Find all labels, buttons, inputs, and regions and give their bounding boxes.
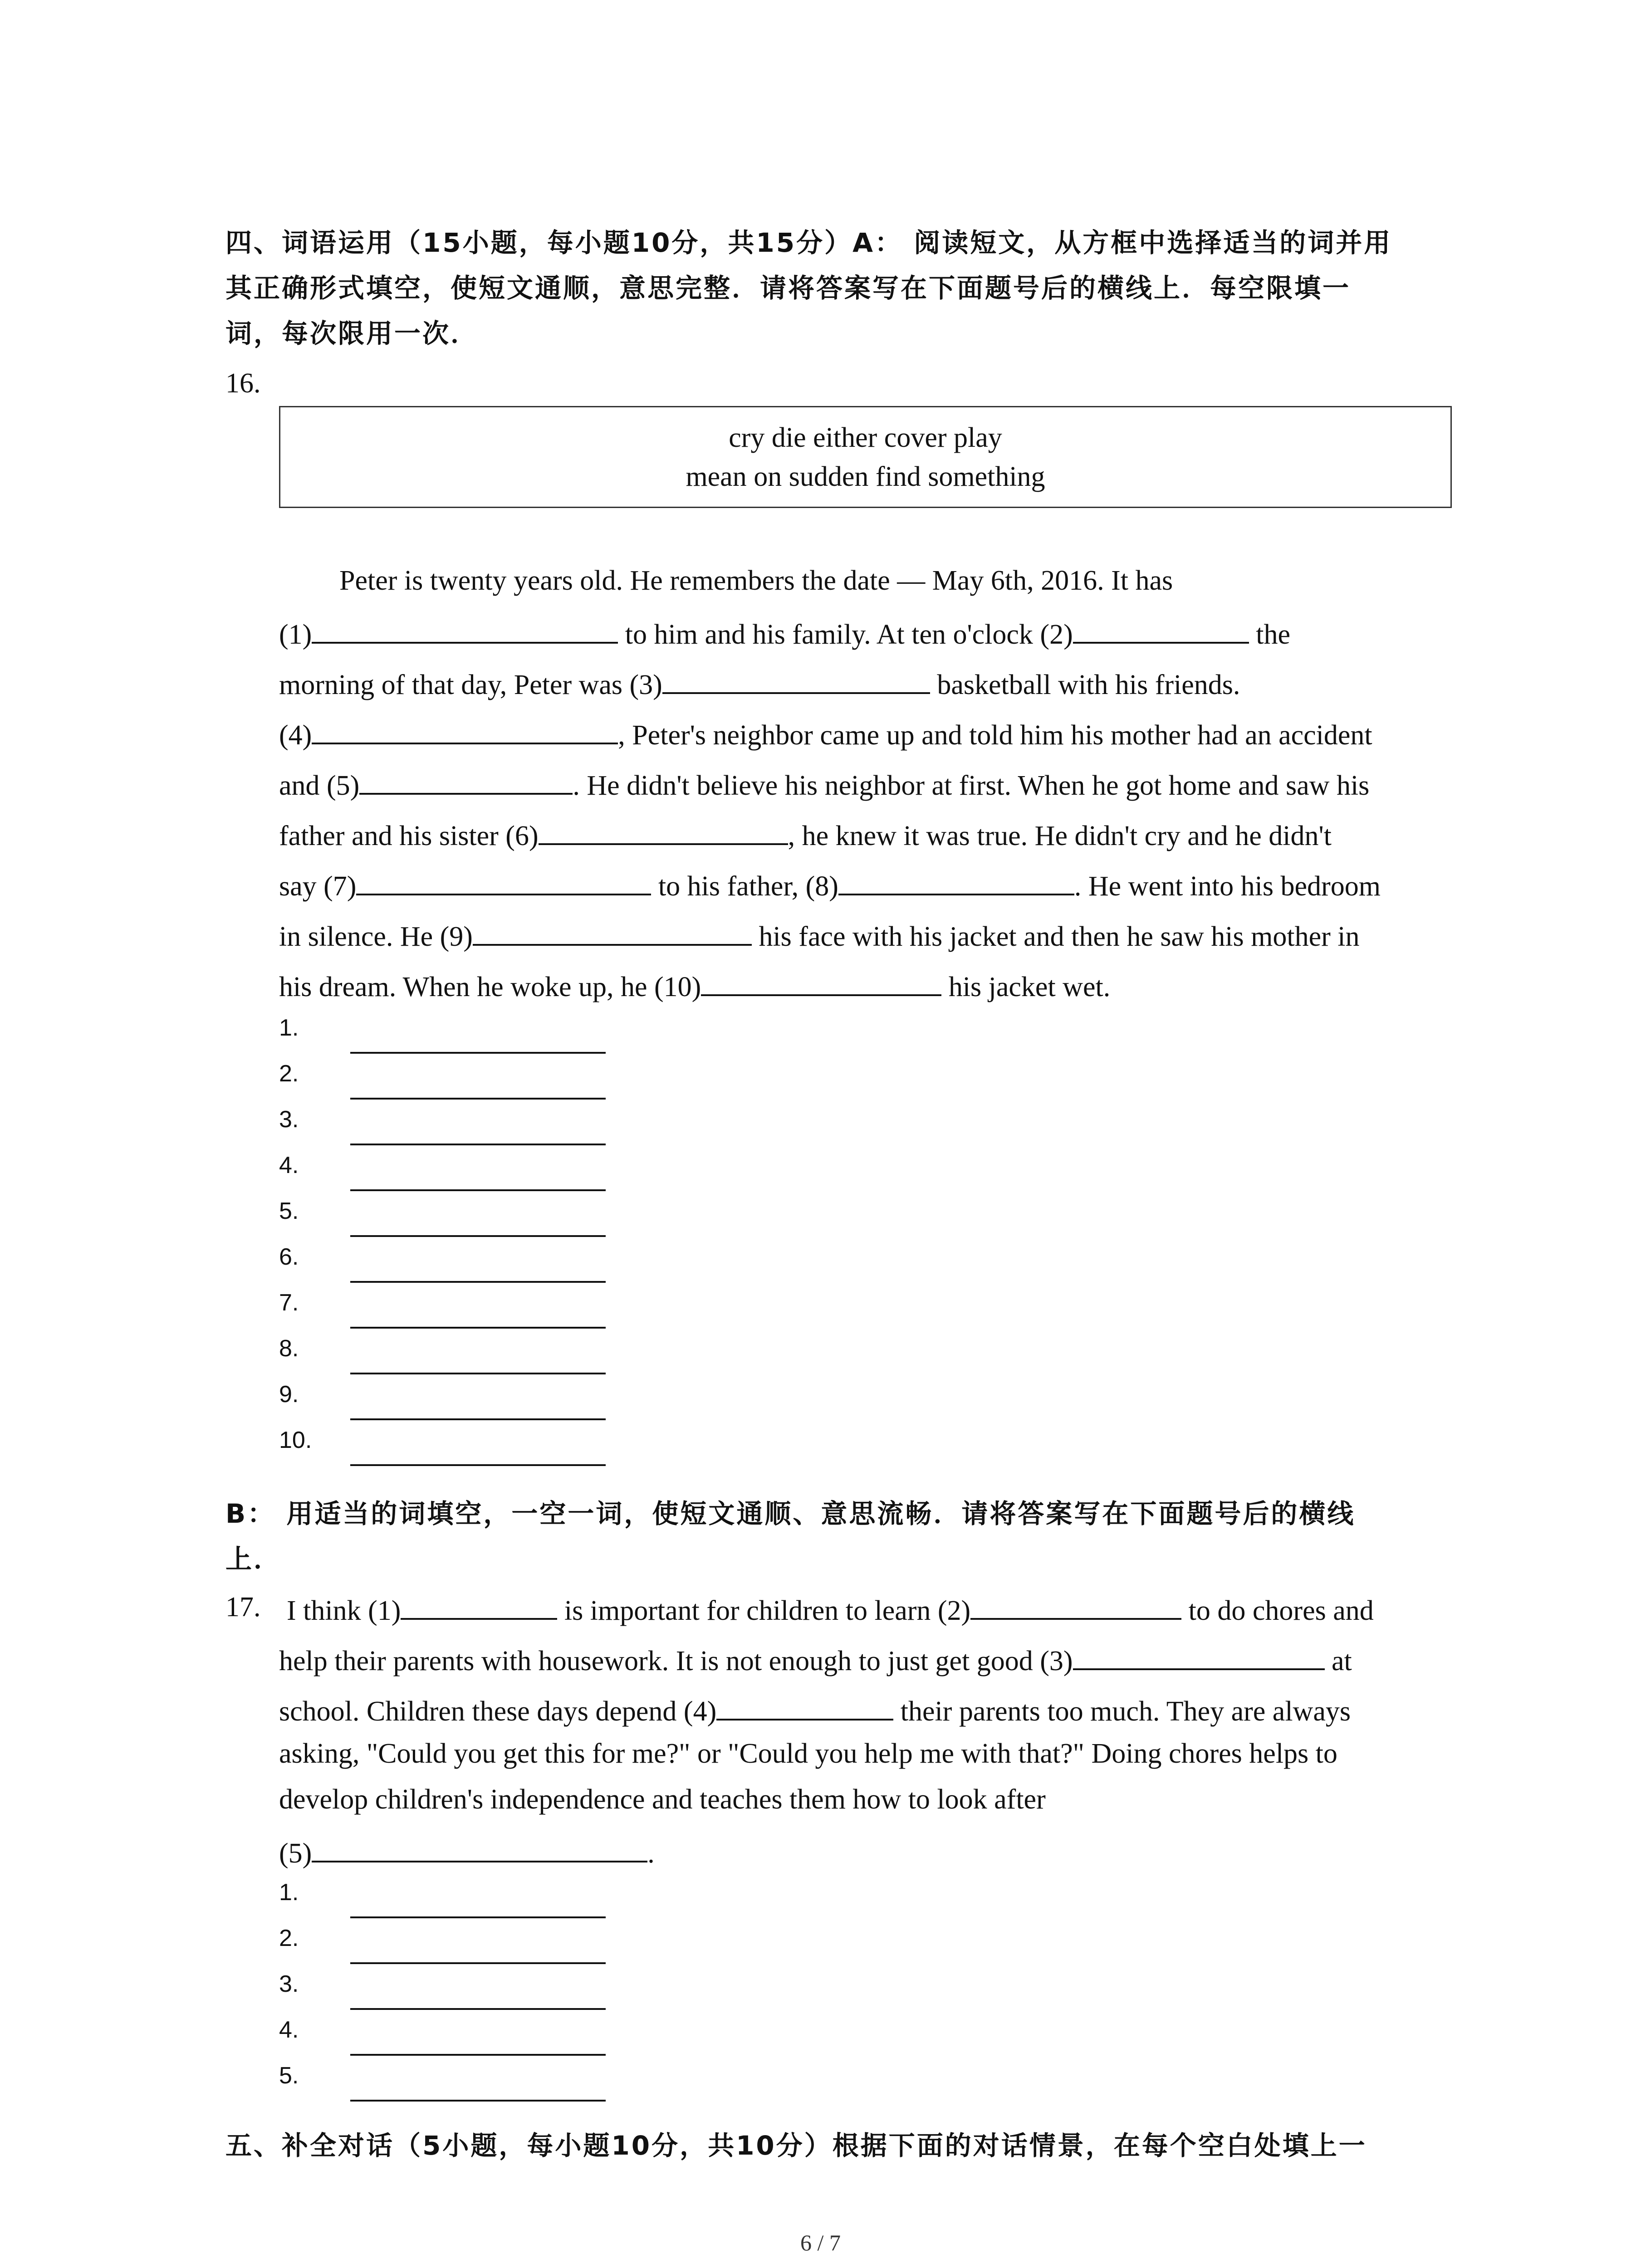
section-4-heading-line-2: 其正确形式填空，使短文通顺，意思完整．请将答案写在下面题号后的横线上．每空限填一 bbox=[225, 273, 1351, 303]
passage-text: (1) bbox=[279, 619, 312, 650]
blank-1[interactable] bbox=[401, 1591, 557, 1620]
answer-line[interactable] bbox=[350, 1916, 606, 1918]
passage-text: his dream. When he woke up, he (10) bbox=[279, 971, 701, 1002]
section-4-heading-line-1: 四、词语运用（15小题，每小题10分，共15分）A： 阅读短文，从方框中选择适当的词并用 bbox=[225, 227, 1392, 258]
blank-8[interactable] bbox=[838, 867, 1074, 895]
blank-5[interactable] bbox=[312, 1834, 647, 1862]
word-box-line-2: mean on sudden find something bbox=[686, 461, 1045, 492]
q17-passage-line-5: develop children's independence and teaches them how to look after bbox=[279, 1784, 1046, 1815]
answer-line[interactable] bbox=[350, 1464, 606, 1466]
passage-text: is important for children to learn (2) bbox=[557, 1595, 971, 1626]
passage-text: say (7) bbox=[279, 870, 357, 902]
blank-4[interactable] bbox=[716, 1692, 893, 1721]
passage-text: . He went into his bedroom bbox=[1074, 870, 1381, 902]
answer-line[interactable] bbox=[350, 1052, 606, 1054]
answer-line[interactable] bbox=[350, 1281, 606, 1283]
answer-line[interactable] bbox=[350, 1962, 606, 1964]
passage-text: to do chores and bbox=[1181, 1595, 1374, 1626]
q17-passage-line-1 bbox=[287, 1591, 1374, 1627]
passage-text: , Peter's neighbor came up and told him his mother had an accident bbox=[618, 719, 1372, 751]
passage-text: to him and his family. At ten o'clock (2) bbox=[618, 619, 1073, 650]
passage-text: help their parents with housework. It is not enough to just get good (3) bbox=[279, 1645, 1073, 1677]
passage-text: their parents too much. They are always bbox=[893, 1696, 1351, 1727]
section-b-heading-line-1: B： 用适当的词填空，一空一词，使短文通顺、意思流畅．请将答案写在下面题号后的横线 bbox=[225, 1498, 1356, 1529]
answer-line[interactable] bbox=[350, 1373, 606, 1374]
answer-line[interactable] bbox=[350, 1418, 606, 1420]
answer-line[interactable] bbox=[350, 1189, 606, 1191]
q16-passage-line-8 bbox=[279, 917, 1360, 953]
q16-passage-line-1 bbox=[339, 565, 1173, 597]
blank-2[interactable] bbox=[970, 1591, 1181, 1620]
blank-10[interactable] bbox=[701, 968, 941, 996]
word-box-line-1: cry die either cover play bbox=[729, 422, 1002, 453]
answer-number: 1. bbox=[279, 1015, 299, 1041]
answer-number: 6. bbox=[279, 1244, 299, 1270]
passage-text: (5) bbox=[279, 1838, 312, 1869]
word-box bbox=[279, 406, 1452, 508]
blank-1[interactable] bbox=[312, 615, 618, 644]
blank-3[interactable] bbox=[662, 665, 930, 694]
answer-line[interactable] bbox=[350, 1144, 606, 1145]
answer-number: 9. bbox=[279, 1381, 299, 1408]
answer-number: 3. bbox=[279, 1106, 299, 1133]
blank-3[interactable] bbox=[1073, 1642, 1325, 1670]
q16-passage-line-9 bbox=[279, 968, 1110, 1003]
q17-passage-line-6 bbox=[279, 1834, 655, 1870]
answer-number: 2. bbox=[279, 1925, 299, 1951]
answer-number: 4. bbox=[279, 1152, 299, 1178]
answer-number: 3. bbox=[279, 1971, 299, 1997]
answer-number: 8. bbox=[279, 1335, 299, 1362]
passage-text: father and his sister (6) bbox=[279, 820, 539, 851]
passage-text: I think (1) bbox=[287, 1595, 401, 1626]
passage-text: to his father, (8) bbox=[651, 870, 838, 902]
passage-text: school. Children these days depend (4) bbox=[279, 1696, 717, 1727]
answer-line[interactable] bbox=[350, 1235, 606, 1237]
question-16-number: 16. bbox=[225, 368, 261, 399]
answer-number: 2. bbox=[279, 1061, 299, 1087]
question-17-number: 17. bbox=[225, 1592, 261, 1623]
answer-line[interactable] bbox=[350, 1327, 606, 1329]
passage-text: Peter is twenty years old. He remembers the date — May 6th, 2016. It has bbox=[339, 565, 1173, 596]
answer-number: 10. bbox=[279, 1427, 312, 1453]
passage-text: and (5) bbox=[279, 770, 360, 801]
q16-passage-line-4 bbox=[279, 716, 1372, 752]
passage-text: at bbox=[1324, 1645, 1352, 1677]
section-5-heading-line-1: 五、补全对话（5小题，每小题10分，共10分）根据下面的对话情景，在每个空白处填上一 bbox=[225, 2130, 1367, 2161]
q17-passage-line-3 bbox=[279, 1692, 1351, 1728]
answer-number: 1. bbox=[279, 1879, 299, 1906]
passage-text: , he knew it was true. He didn't cry and he didn't bbox=[788, 820, 1332, 851]
passage-text: his face with his jacket and then he saw his mother in bbox=[751, 921, 1360, 952]
section-4-heading-line-3: 词，每次限用一次． bbox=[225, 318, 479, 349]
passage-text: in silence. He (9) bbox=[279, 921, 473, 952]
answer-line[interactable] bbox=[350, 2054, 606, 2056]
answer-number: 4. bbox=[279, 2017, 299, 2043]
q16-passage-line-7 bbox=[279, 867, 1381, 903]
answer-number: 7. bbox=[279, 1290, 299, 1316]
q16-passage-line-3 bbox=[279, 665, 1240, 701]
answer-line[interactable] bbox=[350, 2008, 606, 2010]
passage-text: basketball with his friends. bbox=[930, 669, 1240, 700]
blank-2[interactable] bbox=[1073, 615, 1249, 644]
answer-line[interactable] bbox=[350, 2100, 606, 2102]
blank-7[interactable] bbox=[356, 867, 651, 895]
blank-9[interactable] bbox=[473, 917, 752, 946]
q17-passage-line-4: asking, "Could you get this for me?" or "Could you help me with that?" Doing chores helps to bbox=[279, 1738, 1337, 1769]
section-b-heading-line-2: 上． bbox=[225, 1544, 282, 1574]
q16-passage-line-5 bbox=[279, 766, 1369, 802]
q17-passage-line-2 bbox=[279, 1642, 1352, 1677]
q16-passage-line-2 bbox=[279, 615, 1290, 651]
answer-number: 5. bbox=[279, 1198, 299, 1224]
blank-5[interactable] bbox=[359, 766, 573, 795]
answer-line[interactable] bbox=[350, 1098, 606, 1100]
passage-text: (4) bbox=[279, 719, 312, 751]
page-number: 6 / 7 bbox=[800, 2230, 841, 2255]
blank-6[interactable] bbox=[539, 816, 788, 845]
passage-text: the bbox=[1249, 619, 1290, 650]
passage-text: his jacket wet. bbox=[941, 971, 1111, 1002]
passage-text: . bbox=[647, 1838, 655, 1869]
q16-passage-line-6 bbox=[279, 816, 1332, 852]
passage-text: . He didn't believe his neighbor at first. When he got home and saw his bbox=[573, 770, 1370, 801]
blank-4[interactable] bbox=[312, 716, 618, 744]
answer-number: 5. bbox=[279, 2063, 299, 2089]
passage-text: morning of that day, Peter was (3) bbox=[279, 669, 662, 700]
